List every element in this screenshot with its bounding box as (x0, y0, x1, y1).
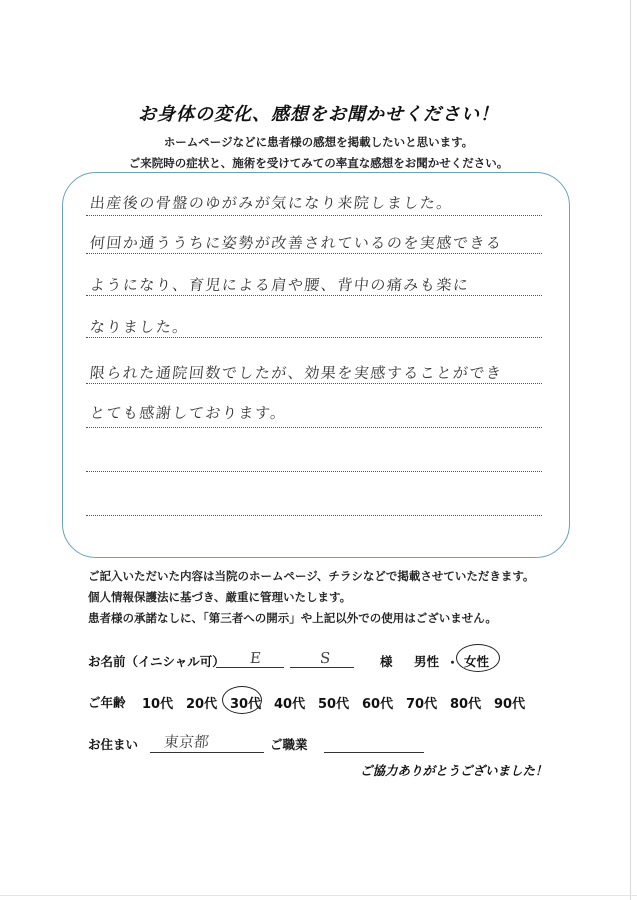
age-label: ご年齢 (88, 695, 126, 710)
address-underline (150, 752, 264, 753)
age-option-40s[interactable]: 40代 (274, 697, 306, 712)
ruled-line (86, 337, 542, 338)
age-option-90s[interactable]: 90代 (494, 697, 526, 712)
age-option-80s[interactable]: 80代 (450, 697, 482, 712)
thanks-message: ご協力ありがとうございました！ (360, 763, 548, 778)
age-option-60s[interactable]: 60代 (362, 697, 394, 712)
ruled-line (86, 295, 542, 296)
occupation-label: ご職業 (270, 737, 308, 752)
gender-separator: ・ (446, 656, 460, 671)
paper-edge-bottom (0, 895, 637, 896)
age-option-30s[interactable]: 30代 (230, 697, 262, 712)
gender-female-option[interactable]: 女性 (464, 654, 490, 669)
ruled-line (86, 515, 542, 516)
occupation-underline (324, 752, 424, 753)
ruled-line (86, 253, 542, 254)
intro-line-1: ホームページなどに患者様の感想を掲載したいと思います。 (163, 135, 474, 149)
form-title: お身体の変化、感想をお聞かせください！ (138, 104, 499, 125)
age-option-10s[interactable]: 10代 (142, 697, 174, 712)
ruled-line (86, 383, 542, 384)
ruled-line (86, 215, 542, 216)
ruled-line (86, 471, 542, 472)
notice-line-2: 個人情報保護法に基づき、厳重に管理いたします。 (88, 590, 352, 604)
name-underline-1 (216, 667, 284, 668)
testimonial-line: 限られた通院回数でしたが、効果を実感することができ (89, 364, 504, 382)
testimonial-line: 出産後の骨盤のゆがみが気になり来院しました。 (89, 194, 454, 212)
gender-selected-circle (456, 644, 500, 672)
intro-line-2: ご来院時の症状と、施術を受けてみての率直な感想をお聞かせください。 (128, 156, 509, 170)
name-underline-2 (290, 667, 354, 668)
testimonial-line: なりました。 (89, 318, 190, 336)
notice-line-3: 患者様の承諾なしに、「第三者への開示」や上記以外での使用はございません。 (88, 611, 497, 625)
name-label: お名前（イニシャル可） (88, 654, 225, 669)
notice-line-1: ご記入いただいた内容は当院のホームページ、チラシなどで掲載させていただきます。 (88, 569, 535, 583)
testimonial-line: とても感謝しております。 (89, 404, 288, 422)
age-option-50s[interactable]: 50代 (318, 697, 350, 712)
testimonial-line: ようになり、育児による肩や腰、背中の痛みも楽に (89, 276, 471, 294)
name-initial-2[interactable]: S (319, 649, 332, 667)
address-label: お住まい (88, 737, 139, 752)
testimonial-line: 何回か通ううちに姿勢が改善されているのを実感できる (89, 234, 504, 252)
honorific: 様 (380, 654, 393, 669)
gender-male-option[interactable]: 男性 (414, 654, 440, 669)
address-value[interactable]: 東京都 (163, 733, 210, 751)
age-option-20s[interactable]: 20代 (186, 697, 218, 712)
ruled-line (86, 427, 542, 428)
age-option-70s[interactable]: 70代 (406, 697, 438, 712)
age-selected-circle (222, 686, 262, 714)
name-initial-1[interactable]: E (249, 649, 262, 667)
